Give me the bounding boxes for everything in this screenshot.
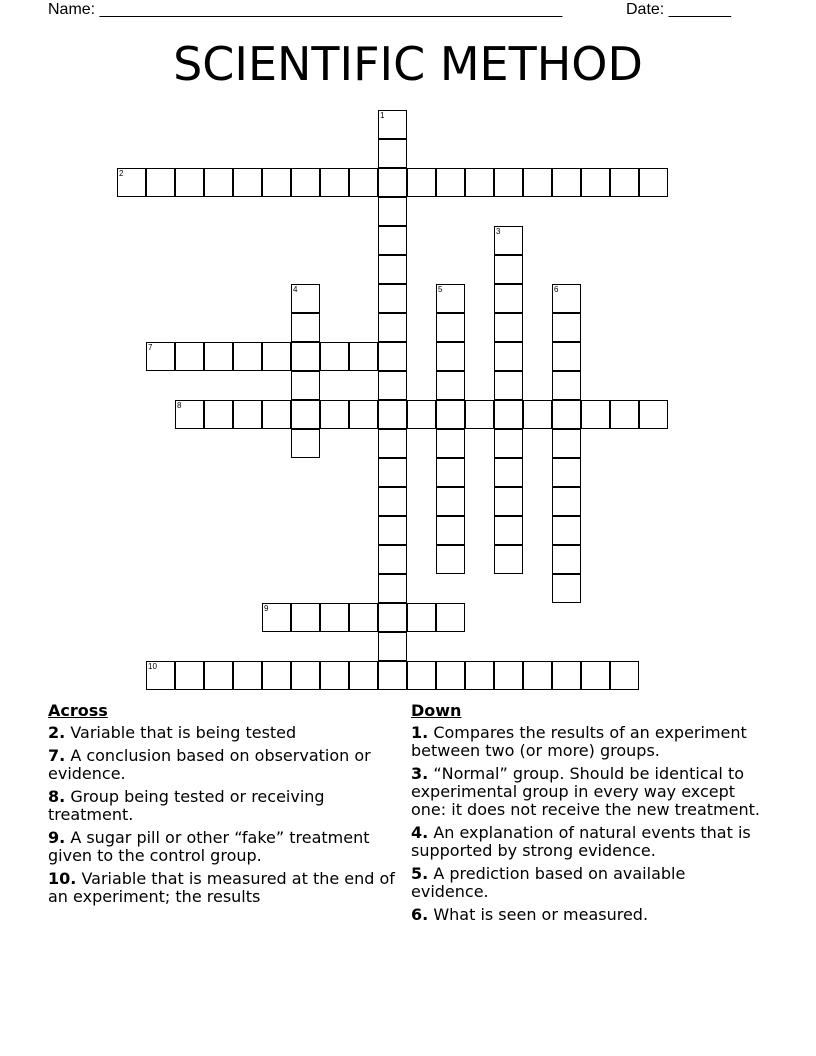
clue-text: A conclusion based on observation or evidence. xyxy=(48,746,371,783)
down-clue-5 xyxy=(411,865,761,901)
grid-cell[interactable] xyxy=(494,545,523,574)
clue-number: 8. xyxy=(48,787,66,806)
grid-cell[interactable] xyxy=(552,342,581,371)
grid-cell[interactable] xyxy=(581,661,610,690)
grid-cell[interactable] xyxy=(494,429,523,458)
grid-cell[interactable] xyxy=(320,168,349,197)
grid-cell[interactable] xyxy=(378,458,407,487)
name-field[interactable]: Name: ____________________________________________________ xyxy=(48,1,563,18)
clue-number: 3. xyxy=(411,764,429,783)
grid-cell[interactable] xyxy=(233,400,262,429)
clue-number: 6. xyxy=(411,905,429,924)
grid-cell[interactable] xyxy=(233,661,262,690)
clue-number: 5. xyxy=(411,864,429,883)
grid-cell[interactable] xyxy=(262,661,291,690)
clue-start-number: 8 xyxy=(177,401,182,410)
grid-cell[interactable] xyxy=(291,342,320,371)
grid-cell[interactable] xyxy=(349,661,378,690)
across-heading: Across xyxy=(48,701,108,720)
grid-cell[interactable] xyxy=(552,574,581,603)
grid-cell[interactable] xyxy=(494,342,523,371)
grid-cell[interactable] xyxy=(436,168,465,197)
clue-text: Compares the results of an experiment between two (or more) groups. xyxy=(411,723,747,760)
grid-cell[interactable] xyxy=(552,313,581,342)
grid-cell[interactable] xyxy=(494,458,523,487)
down-clue-1 xyxy=(411,724,761,760)
grid-cell[interactable] xyxy=(204,661,233,690)
grid-cell[interactable] xyxy=(378,487,407,516)
grid-cell[interactable] xyxy=(349,168,378,197)
across-clue-10 xyxy=(48,870,398,906)
grid-cell[interactable] xyxy=(378,574,407,603)
clue-text: An explanation of natural events that is supported by strong evidence. xyxy=(411,823,751,860)
grid-cell[interactable] xyxy=(465,400,494,429)
grid-cell[interactable] xyxy=(552,545,581,574)
grid-cell[interactable] xyxy=(349,603,378,632)
grid-cell[interactable] xyxy=(378,632,407,661)
clue-text: A prediction based on available evidence. xyxy=(411,864,686,901)
across-clue-8 xyxy=(48,788,398,824)
grid-cell[interactable] xyxy=(378,371,407,400)
across-clues xyxy=(48,702,398,911)
clue-number: 4. xyxy=(411,823,429,842)
grid-cell[interactable] xyxy=(320,603,349,632)
clue-start-number: 9 xyxy=(264,604,269,613)
grid-cell[interactable] xyxy=(639,168,668,197)
clue-number: 7. xyxy=(48,746,66,765)
grid-cell[interactable] xyxy=(494,284,523,313)
down-heading: Down xyxy=(411,701,462,720)
grid-cell[interactable] xyxy=(291,400,320,429)
grid-cell[interactable] xyxy=(494,313,523,342)
down-clues xyxy=(411,702,761,929)
grid-cell[interactable] xyxy=(349,342,378,371)
grid-cell[interactable] xyxy=(436,516,465,545)
grid-cell[interactable] xyxy=(552,371,581,400)
grid-cell[interactable] xyxy=(436,458,465,487)
grid-cell[interactable] xyxy=(494,487,523,516)
grid-cell[interactable] xyxy=(262,342,291,371)
across-clue-7 xyxy=(48,747,398,783)
grid-cell[interactable] xyxy=(610,400,639,429)
grid-cell[interactable] xyxy=(291,371,320,400)
grid-cell[interactable] xyxy=(204,400,233,429)
grid-cell[interactable] xyxy=(436,661,465,690)
clue-start-number: 10 xyxy=(148,662,157,671)
clue-text: Group being tested or receiving treatment. xyxy=(48,787,325,824)
grid-cell[interactable] xyxy=(291,168,320,197)
grid-cell[interactable] xyxy=(378,139,407,168)
grid-cell[interactable] xyxy=(320,342,349,371)
grid-cell[interactable] xyxy=(378,226,407,255)
clue-start-number: 2 xyxy=(119,169,124,178)
grid-cell[interactable] xyxy=(378,516,407,545)
grid-cell[interactable] xyxy=(581,400,610,429)
grid-cell[interactable] xyxy=(378,197,407,226)
grid-cell[interactable] xyxy=(436,487,465,516)
clue-text: Variable that is being tested xyxy=(70,723,297,742)
grid-cell[interactable] xyxy=(378,429,407,458)
grid-cell[interactable] xyxy=(407,661,436,690)
down-clue-6 xyxy=(411,906,761,924)
grid-cell[interactable] xyxy=(552,661,581,690)
grid-cell[interactable] xyxy=(639,400,668,429)
clue-text: A sugar pill or other “fake” treatment given to the control group. xyxy=(48,828,370,865)
grid-cell[interactable] xyxy=(291,313,320,342)
grid-cell[interactable] xyxy=(378,545,407,574)
grid-cell[interactable] xyxy=(494,255,523,284)
grid-cell[interactable] xyxy=(436,342,465,371)
down-clue-4 xyxy=(411,824,761,860)
clue-text: Variable that is measured at the end of an experiment; the results xyxy=(48,869,395,906)
grid-cell[interactable] xyxy=(436,371,465,400)
clue-start-number: 3 xyxy=(496,227,501,236)
grid-cell[interactable] xyxy=(407,603,436,632)
grid-cell[interactable] xyxy=(233,168,262,197)
grid-cell[interactable] xyxy=(291,429,320,458)
grid-cell[interactable] xyxy=(552,458,581,487)
grid-cell[interactable] xyxy=(523,168,552,197)
clue-number: 9. xyxy=(48,828,66,847)
grid-cell[interactable] xyxy=(378,284,407,313)
across-clue-2 xyxy=(48,724,398,742)
grid-cell[interactable] xyxy=(175,342,204,371)
grid-cell[interactable] xyxy=(494,516,523,545)
page-title: SCIENTIFIC METHOD xyxy=(173,37,643,91)
clue-number: 2. xyxy=(48,723,66,742)
grid-cell[interactable] xyxy=(378,661,407,690)
across-clue-9 xyxy=(48,829,398,865)
clue-number: 10. xyxy=(48,869,77,888)
grid-cell[interactable] xyxy=(378,400,407,429)
grid-cell[interactable] xyxy=(349,400,378,429)
grid-cell[interactable] xyxy=(494,168,523,197)
grid-cell[interactable] xyxy=(581,168,610,197)
grid-cell[interactable] xyxy=(552,516,581,545)
grid-cell[interactable] xyxy=(436,400,465,429)
grid-cell[interactable] xyxy=(552,487,581,516)
grid-cell[interactable] xyxy=(378,168,407,197)
grid-cell[interactable] xyxy=(436,429,465,458)
grid-cell[interactable] xyxy=(436,545,465,574)
grid-cell[interactable] xyxy=(204,342,233,371)
grid-cell[interactable] xyxy=(610,168,639,197)
grid-cell[interactable] xyxy=(494,661,523,690)
clue-start-number: 7 xyxy=(148,343,153,352)
grid-cell[interactable] xyxy=(175,168,204,197)
grid-cell[interactable] xyxy=(204,168,233,197)
grid-cell[interactable] xyxy=(552,400,581,429)
grid-cell[interactable] xyxy=(378,313,407,342)
grid-cell[interactable] xyxy=(378,342,407,371)
clue-start-number: 6 xyxy=(554,285,559,294)
grid-cell[interactable] xyxy=(494,371,523,400)
grid-cell[interactable] xyxy=(378,603,407,632)
grid-cell[interactable] xyxy=(291,603,320,632)
grid-cell[interactable] xyxy=(233,342,262,371)
grid-cell[interactable] xyxy=(552,429,581,458)
clue-start-number: 1 xyxy=(380,111,385,120)
grid-cell[interactable] xyxy=(552,168,581,197)
grid-cell[interactable] xyxy=(320,661,349,690)
date-field[interactable]: Date: _______ xyxy=(626,1,731,18)
grid-cell[interactable] xyxy=(262,400,291,429)
grid-cell[interactable] xyxy=(523,400,552,429)
grid-cell[interactable] xyxy=(407,400,436,429)
grid-cell[interactable] xyxy=(291,661,320,690)
grid-cell[interactable] xyxy=(436,603,465,632)
grid-cell[interactable] xyxy=(262,168,291,197)
grid-cell[interactable] xyxy=(436,313,465,342)
down-clue-3 xyxy=(411,765,761,819)
grid-cell[interactable] xyxy=(146,168,175,197)
grid-cell[interactable] xyxy=(175,661,204,690)
grid-cell[interactable] xyxy=(378,255,407,284)
grid-cell[interactable] xyxy=(320,400,349,429)
grid-cell[interactable] xyxy=(465,168,494,197)
clue-number: 1. xyxy=(411,723,429,742)
clue-start-number: 5 xyxy=(438,285,443,294)
clue-text: “Normal” group. Should be identical to experimental group in every way except one: it does not receive the new treatment. xyxy=(411,764,760,819)
clue-text: What is seen or measured. xyxy=(433,905,649,924)
grid-cell[interactable] xyxy=(523,661,552,690)
grid-cell[interactable] xyxy=(465,661,494,690)
grid-cell[interactable] xyxy=(407,168,436,197)
clue-start-number: 4 xyxy=(293,285,298,294)
grid-cell[interactable] xyxy=(610,661,639,690)
grid-cell[interactable] xyxy=(494,400,523,429)
